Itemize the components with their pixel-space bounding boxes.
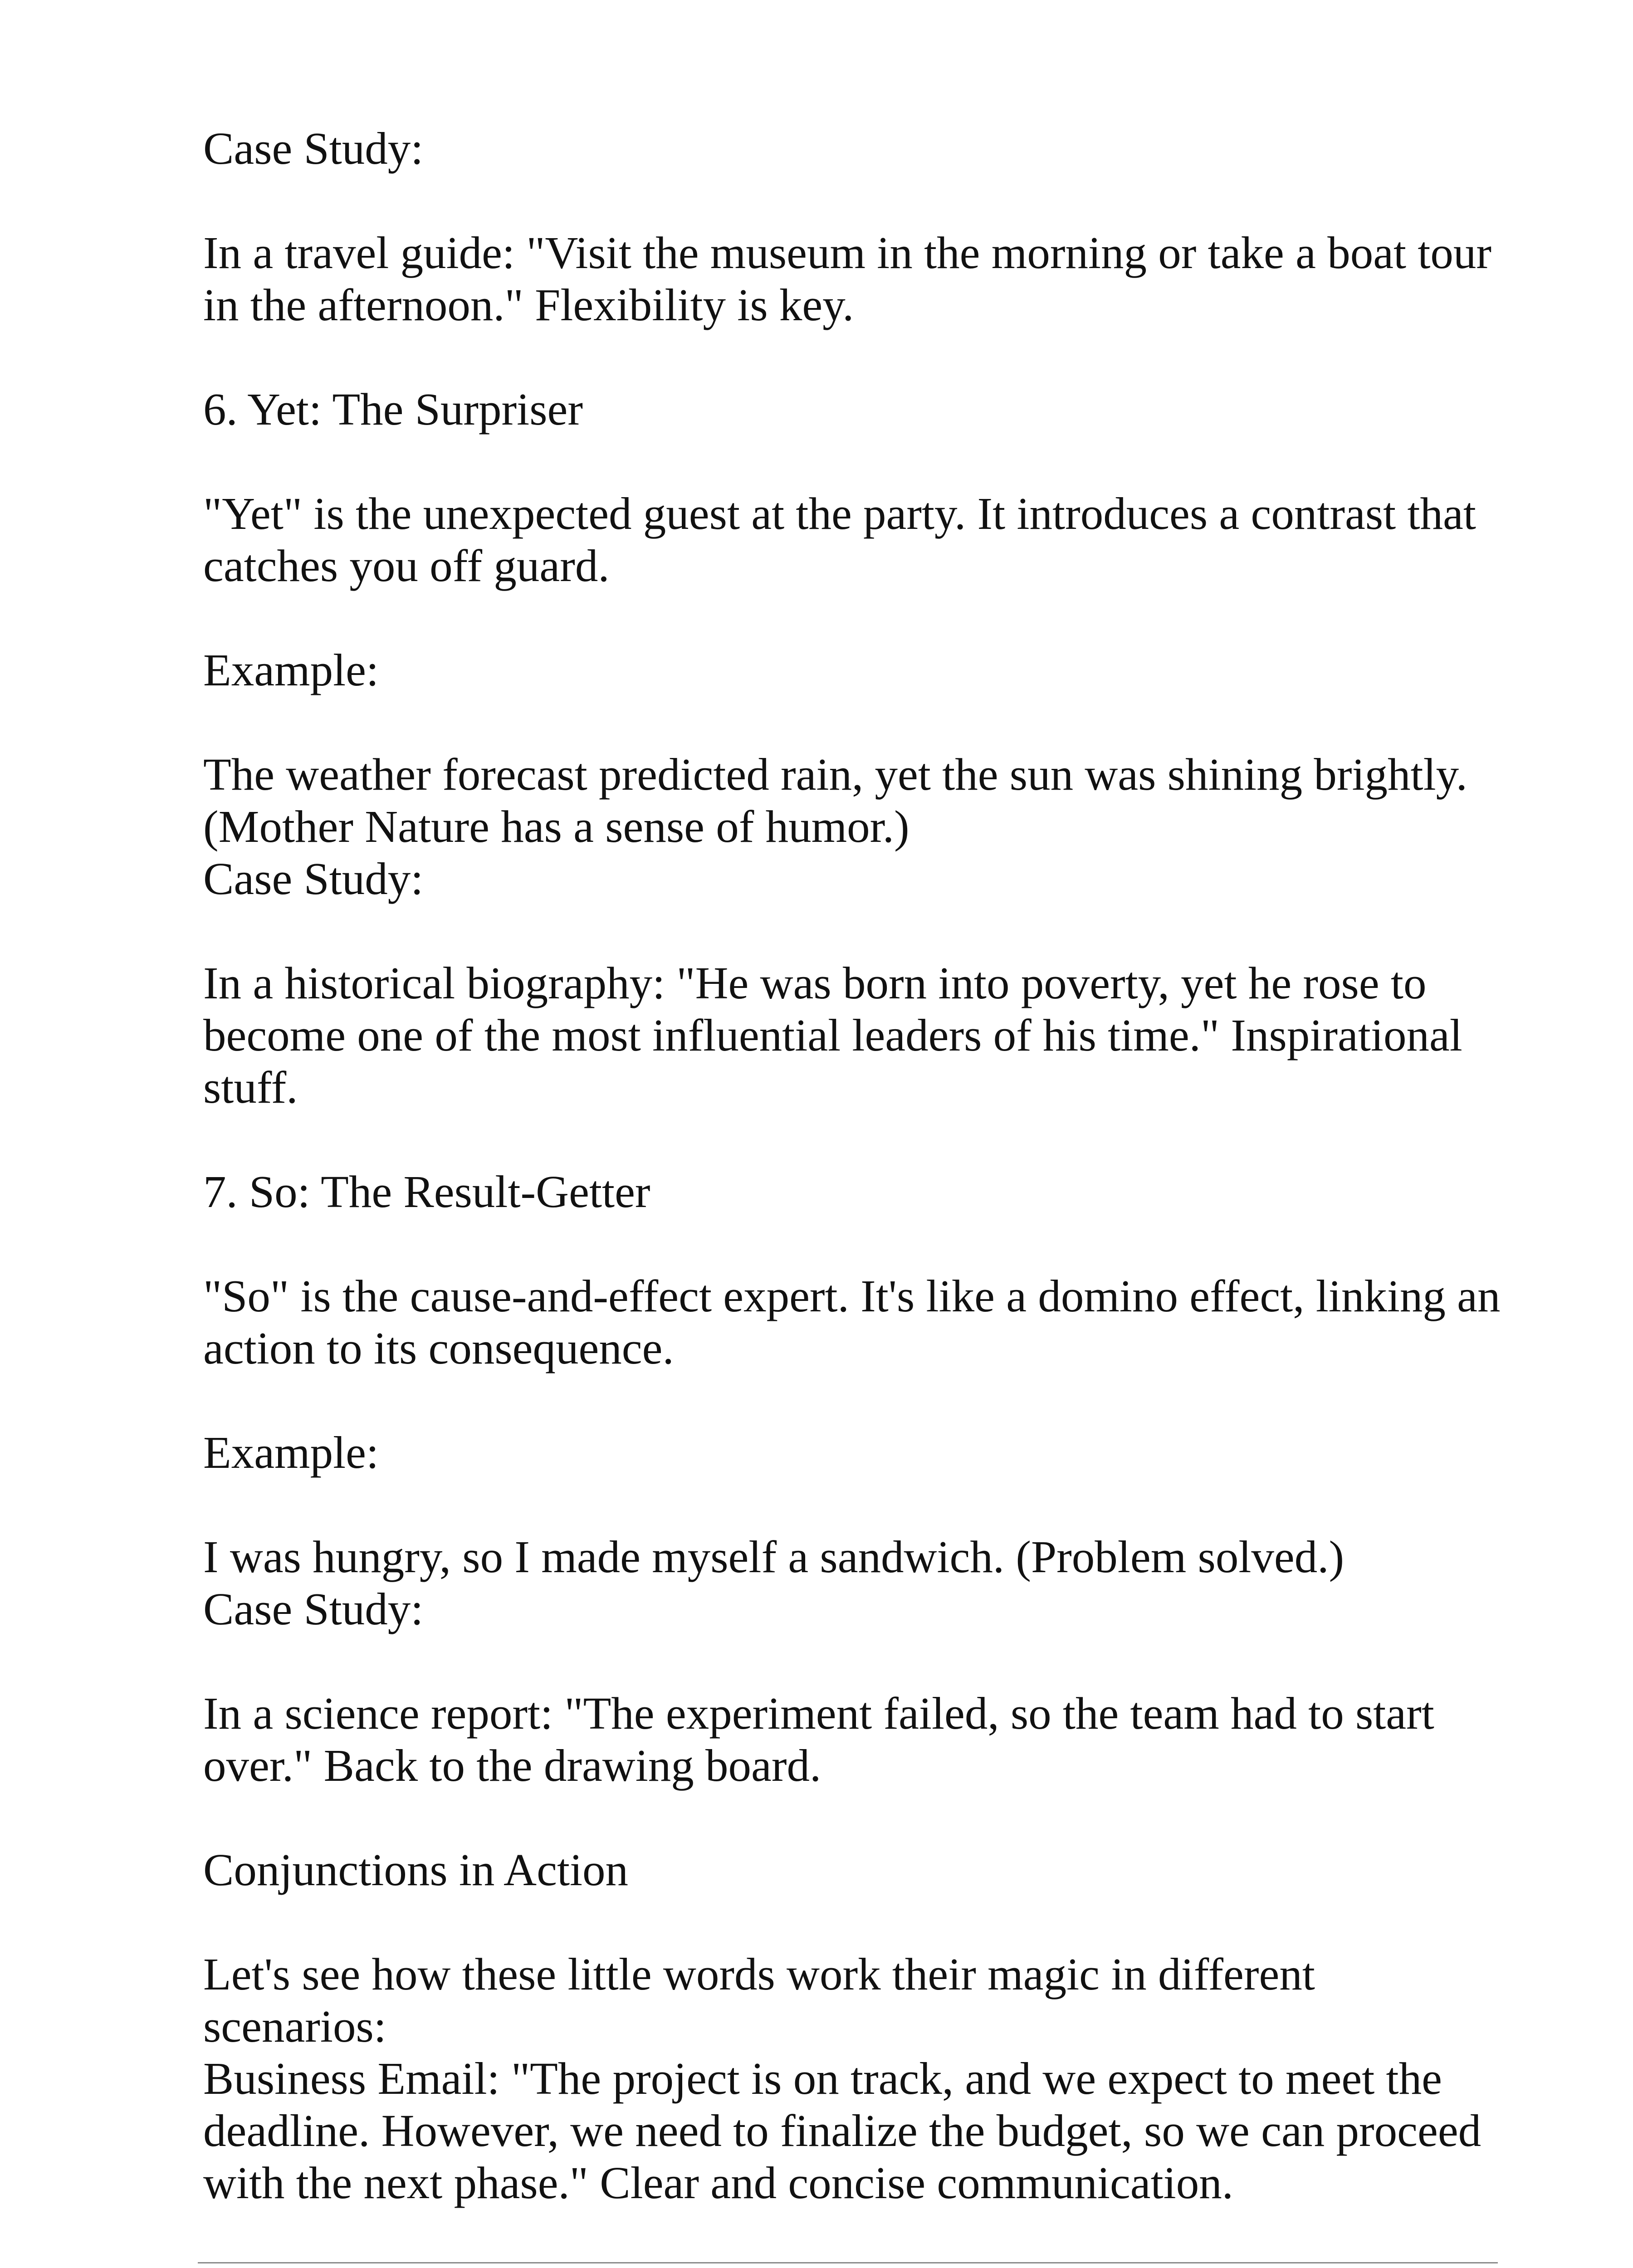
text-line: "Yet" is the unexpected guest at the party. It introduces a contrast that bbox=[203, 488, 1476, 539]
text-line: 6. Yet: The Surpriser bbox=[203, 384, 583, 435]
text-line: Business Email: "The project is on track, and we expect to meet the bbox=[203, 2053, 1442, 2104]
text-line: stuff. bbox=[203, 1062, 298, 1113]
text-line: action to its consequence. bbox=[203, 1323, 674, 1374]
text-line: become one of the most influential leaders of his time." Inspirational bbox=[203, 1010, 1462, 1061]
text-line: I was hungry, so I made myself a sandwich. (Problem solved.) bbox=[203, 1531, 1345, 1582]
text-line: Case Study: bbox=[203, 123, 424, 174]
text-line: In a travel guide: "Visit the museum in the morning or take a boat tour bbox=[203, 227, 1492, 278]
heading-conjunctions-in-action bbox=[203, 1844, 1519, 1896]
label-example-2 bbox=[203, 1427, 1519, 1479]
label-example-1 bbox=[203, 644, 1519, 696]
text-line: over." Back to the drawing board. bbox=[203, 1740, 821, 1791]
text-line: (Mother Nature has a sense of humor.) bbox=[203, 801, 909, 852]
paragraph-historical-biography bbox=[203, 957, 1519, 1114]
text-line: "So" is the cause-and-effect expert. It's like a domino effect, linking an bbox=[203, 1271, 1501, 1321]
text-line: The weather forecast predicted rain, yet the sun was shining brightly. bbox=[203, 749, 1467, 800]
text-line: 7. So: The Result-Getter bbox=[203, 1166, 650, 1217]
heading-so-result-getter bbox=[203, 1166, 1519, 1218]
paragraph-travel-guide bbox=[203, 227, 1519, 331]
text-line: deadline. However, we need to finalize the budget, so we can proceed bbox=[203, 2105, 1481, 2156]
text-line: In a science report: "The experiment failed, so the team had to start bbox=[203, 1688, 1434, 1739]
text-line: Case Study: bbox=[203, 853, 424, 904]
paragraph-science-report bbox=[203, 1687, 1519, 1792]
paragraph-so-description bbox=[203, 1270, 1519, 1374]
text-line: catches you off guard. bbox=[203, 540, 610, 591]
paragraph-yet-description bbox=[203, 488, 1519, 592]
text-line: In a historical biography: "He was born into poverty, yet he rose to bbox=[203, 958, 1427, 1008]
page-body bbox=[203, 122, 1519, 2261]
paragraph-case-study-1 bbox=[203, 122, 1519, 175]
text-line: Conjunctions in Action bbox=[203, 1844, 629, 1895]
paragraph-sandwich-example bbox=[203, 1531, 1519, 1635]
text-line: scenarios: bbox=[203, 2001, 386, 2052]
paragraph-weather-example bbox=[203, 748, 1519, 905]
heading-yet-surpriser bbox=[203, 383, 1519, 435]
text-line: Let's see how these little words work their magic in different bbox=[203, 1949, 1315, 1999]
text-line: in the afternoon." Flexibility is key. bbox=[203, 279, 854, 330]
footer-divider bbox=[198, 2262, 1498, 2263]
paragraph-business-email bbox=[203, 1948, 1519, 2209]
text-line: with the next phase." Clear and concise communication. bbox=[203, 2157, 1233, 2208]
text-line: Case Study: bbox=[203, 1584, 424, 1634]
text-line: Example: bbox=[203, 1427, 379, 1478]
text-line: Example: bbox=[203, 645, 379, 695]
